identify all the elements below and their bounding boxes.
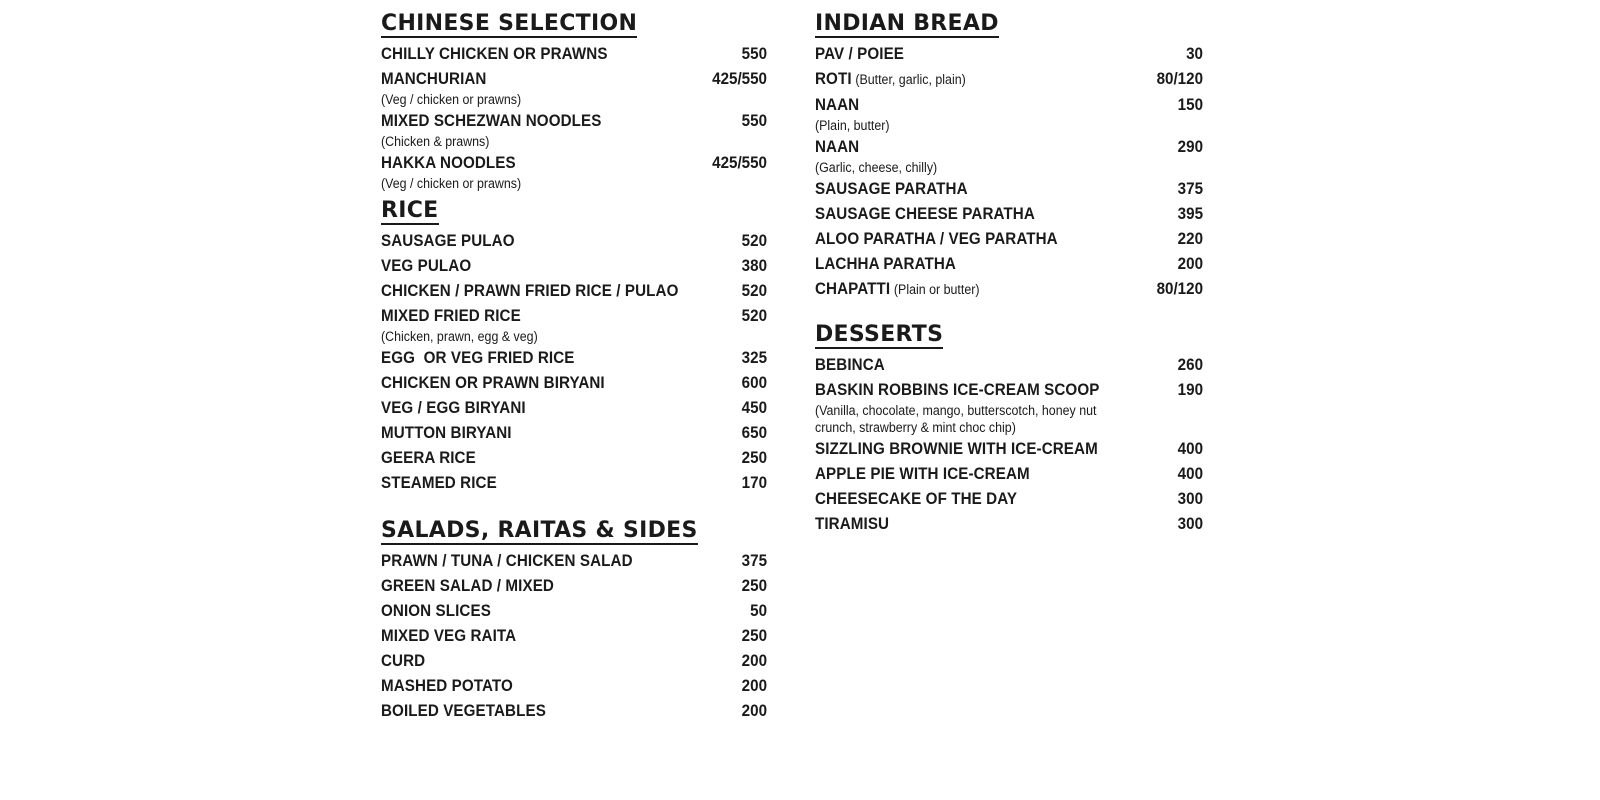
item-name: CHAPATTI [815, 280, 891, 298]
item-price: 250 [741, 627, 768, 645]
item-name: SIZZLING BROWNIE WITH ICE-CREAM [815, 440, 1098, 458]
menu-item [815, 356, 1203, 374]
section-title: CHINESE SELECTION [381, 11, 638, 36]
menu-item [815, 255, 1203, 273]
item-name: GEERA RICE [381, 449, 476, 467]
menu-item [381, 112, 767, 147]
menu-item [381, 349, 767, 367]
item-name: APPLE PIE WITH ICE-CREAM [815, 465, 1030, 483]
item-price: 290 [1177, 138, 1204, 156]
item-description: (Chicken & prawns) [381, 134, 490, 149]
section-salads-raitas-sides [381, 519, 767, 720]
menu-item [381, 652, 767, 670]
item-description: (Veg / chicken or prawns) [381, 176, 522, 191]
item-price: 375 [741, 552, 768, 570]
menu-item [815, 70, 1203, 89]
item-name: CURD [381, 652, 426, 670]
section-indian-bread [815, 12, 1203, 299]
item-description: (Plain, butter) [815, 118, 890, 133]
item-price: 200 [741, 702, 768, 720]
item-price: 200 [741, 677, 768, 695]
item-price: 150 [1177, 96, 1204, 114]
item-name: EGG OR VEG FRIED RICE [381, 349, 575, 367]
menu-column-right [815, 12, 1203, 540]
item-name: MASHED POTATO [381, 677, 513, 695]
item-price: 300 [1177, 490, 1204, 508]
item-name: MUTTON BIRYANI [381, 424, 512, 442]
section-title: INDIAN BREAD [815, 11, 999, 36]
item-description: (Garlic, cheese, chilly) [815, 160, 938, 175]
item-price: 50 [750, 602, 768, 620]
menu-item [381, 577, 767, 595]
menu-item [815, 45, 1203, 63]
section-desserts [815, 323, 1203, 533]
menu-item [815, 138, 1203, 173]
item-price: 30 [1186, 45, 1204, 63]
item-name: LACHHA PARATHA [815, 255, 956, 273]
item-price: 260 [1177, 356, 1204, 374]
section-title: DESSERTS [815, 322, 944, 347]
item-name: CHICKEN / PRAWN FRIED RICE / PULAO [381, 282, 679, 300]
item-name: HAKKA NOODLES [381, 154, 516, 172]
menu-item [381, 449, 767, 467]
menu-item [381, 602, 767, 620]
menu-item [815, 96, 1203, 131]
item-price: 400 [1177, 465, 1204, 483]
menu-item [815, 180, 1203, 198]
item-name: CHEESECAKE OF THE DAY [815, 490, 1018, 508]
menu-item [381, 702, 767, 720]
item-inline-note: (Plain or butter) [893, 282, 980, 297]
menu-item [381, 399, 767, 417]
item-price: 520 [741, 282, 768, 300]
section-rice [381, 199, 767, 492]
item-name: NAAN [815, 96, 860, 114]
menu-item [815, 205, 1203, 223]
menu-item [381, 474, 767, 492]
menu-item [381, 232, 767, 250]
item-name: PAV / POIEE [815, 45, 905, 63]
menu-item [381, 257, 767, 275]
item-price: 80/120 [1156, 70, 1204, 88]
item-price: 650 [741, 424, 768, 442]
menu-item [381, 627, 767, 645]
menu-item [381, 552, 767, 570]
item-name: ALOO PARATHA / VEG PARATHA [815, 230, 1058, 248]
item-name: ONION SLICES [381, 602, 491, 620]
item-name: PRAWN / TUNA / CHICKEN SALAD [381, 552, 633, 570]
item-name: MIXED VEG RAITA [381, 627, 517, 645]
item-name: BOILED VEGETABLES [381, 702, 546, 720]
item-description: (Vanilla, chocolate, mango, butterscotch, honey nut crunch, strawberry & mint choc chip) [815, 403, 1097, 435]
item-name: VEG PULAO [381, 257, 472, 275]
item-price: 520 [741, 307, 768, 325]
item-name: MIXED SCHEZWAN NOODLES [381, 112, 602, 130]
item-price: 220 [1177, 230, 1204, 248]
item-price: 380 [741, 257, 768, 275]
item-price: 400 [1177, 440, 1204, 458]
item-description: (Chicken, prawn, egg & veg) [381, 329, 538, 344]
item-price: 200 [741, 652, 768, 670]
menu-item [815, 515, 1203, 533]
item-price: 550 [741, 112, 768, 130]
item-name: GREEN SALAD / MIXED [381, 577, 554, 595]
section-title: SALADS, RAITAS & SIDES [381, 518, 698, 543]
item-name: CHILLY CHICKEN OR PRAWNS [381, 45, 608, 63]
menu-item [815, 230, 1203, 248]
item-price: 250 [741, 449, 768, 467]
item-name: STEAMED RICE [381, 474, 497, 492]
item-price: 425/550 [712, 154, 768, 172]
menu-column-left [381, 12, 767, 727]
menu-item [815, 381, 1203, 433]
item-name: SAUSAGE CHEESE PARATHA [815, 205, 1035, 223]
menu-item [381, 45, 767, 63]
item-name: SAUSAGE PULAO [381, 232, 515, 250]
menu-item [815, 280, 1203, 299]
item-price: 550 [741, 45, 768, 63]
menu-item [381, 282, 767, 300]
menu-item [815, 490, 1203, 508]
item-price: 375 [1177, 180, 1204, 198]
item-name: BASKIN ROBBINS ICE-CREAM SCOOP [815, 381, 1100, 399]
item-price: 200 [1177, 255, 1204, 273]
item-price: 300 [1177, 515, 1204, 533]
item-name: BEBINCA [815, 356, 885, 374]
item-price: 450 [741, 399, 768, 417]
menu-item [381, 424, 767, 442]
item-price: 600 [741, 374, 768, 392]
menu-item [381, 70, 767, 105]
item-price: 325 [741, 349, 768, 367]
item-inline-note: (Butter, garlic, plain) [855, 72, 966, 87]
item-price: 80/120 [1156, 280, 1204, 298]
item-price: 395 [1177, 205, 1204, 223]
section-title: RICE [381, 198, 439, 223]
item-price: 170 [741, 474, 768, 492]
item-price: 520 [741, 232, 768, 250]
item-name: TIRAMISU [815, 515, 890, 533]
item-price: 250 [741, 577, 768, 595]
item-price: 425/550 [712, 70, 768, 88]
item-price: 190 [1177, 381, 1204, 399]
item-name: MANCHURIAN [381, 70, 487, 88]
item-name: VEG / EGG BIRYANI [381, 399, 526, 417]
item-name: MIXED FRIED RICE [381, 307, 521, 325]
menu-item [381, 307, 767, 342]
menu-item [381, 374, 767, 392]
menu-item [381, 677, 767, 695]
item-name: SAUSAGE PARATHA [815, 180, 968, 198]
menu-item [381, 154, 767, 189]
item-description: (Veg / chicken or prawns) [381, 92, 522, 107]
item-name: NAAN [815, 138, 860, 156]
section-chinese-selection [381, 12, 767, 189]
item-name: ROTI [815, 70, 852, 88]
item-name: CHICKEN OR PRAWN BIRYANI [381, 374, 605, 392]
menu-item [815, 465, 1203, 483]
menu-item [815, 440, 1203, 458]
